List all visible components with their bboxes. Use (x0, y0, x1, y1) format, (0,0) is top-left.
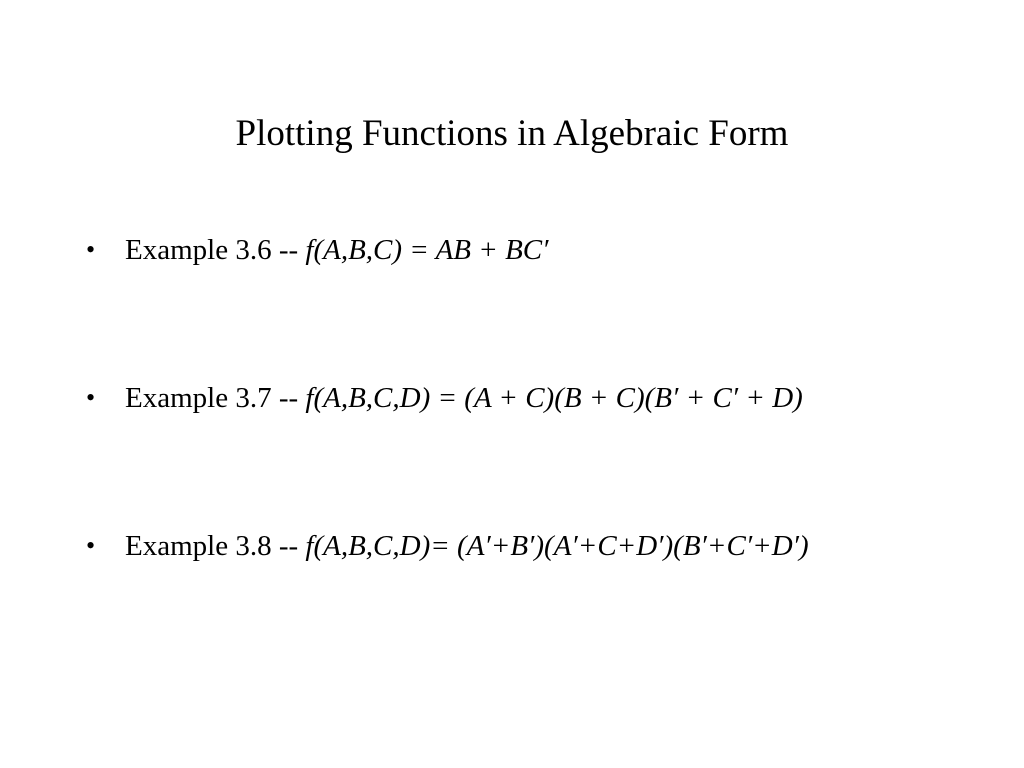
example-formula: f(A,B,C,D)= (A′+B′)(A′+C+D′)(B′+C′+D′) (305, 530, 809, 562)
example-label: Example 3.7 -- (125, 382, 306, 414)
example-label: Example 3.6 -- (125, 234, 306, 266)
bullet-icon: • (86, 235, 96, 264)
example-label: Example 3.8 -- (125, 530, 306, 562)
bullet-item-example-3-8 (86, 524, 1006, 568)
example-formula: f(A,B,C) = AB + BC′ (305, 234, 549, 266)
bullet-item-example-3-7 (86, 376, 1006, 420)
bullet-icon: • (86, 531, 96, 560)
slide-title: Plotting Functions in Algebraic Form (235, 113, 789, 154)
bullet-icon: • (86, 383, 96, 412)
bullet-text (125, 524, 809, 568)
bullet-list (86, 228, 1006, 672)
bullet-text (125, 376, 803, 420)
bullet-item-example-3-6 (86, 228, 1006, 272)
bullet-text (125, 228, 548, 272)
example-formula: f(A,B,C,D) = (A + C)(B + C)(B′ + C′ + D) (305, 382, 803, 414)
